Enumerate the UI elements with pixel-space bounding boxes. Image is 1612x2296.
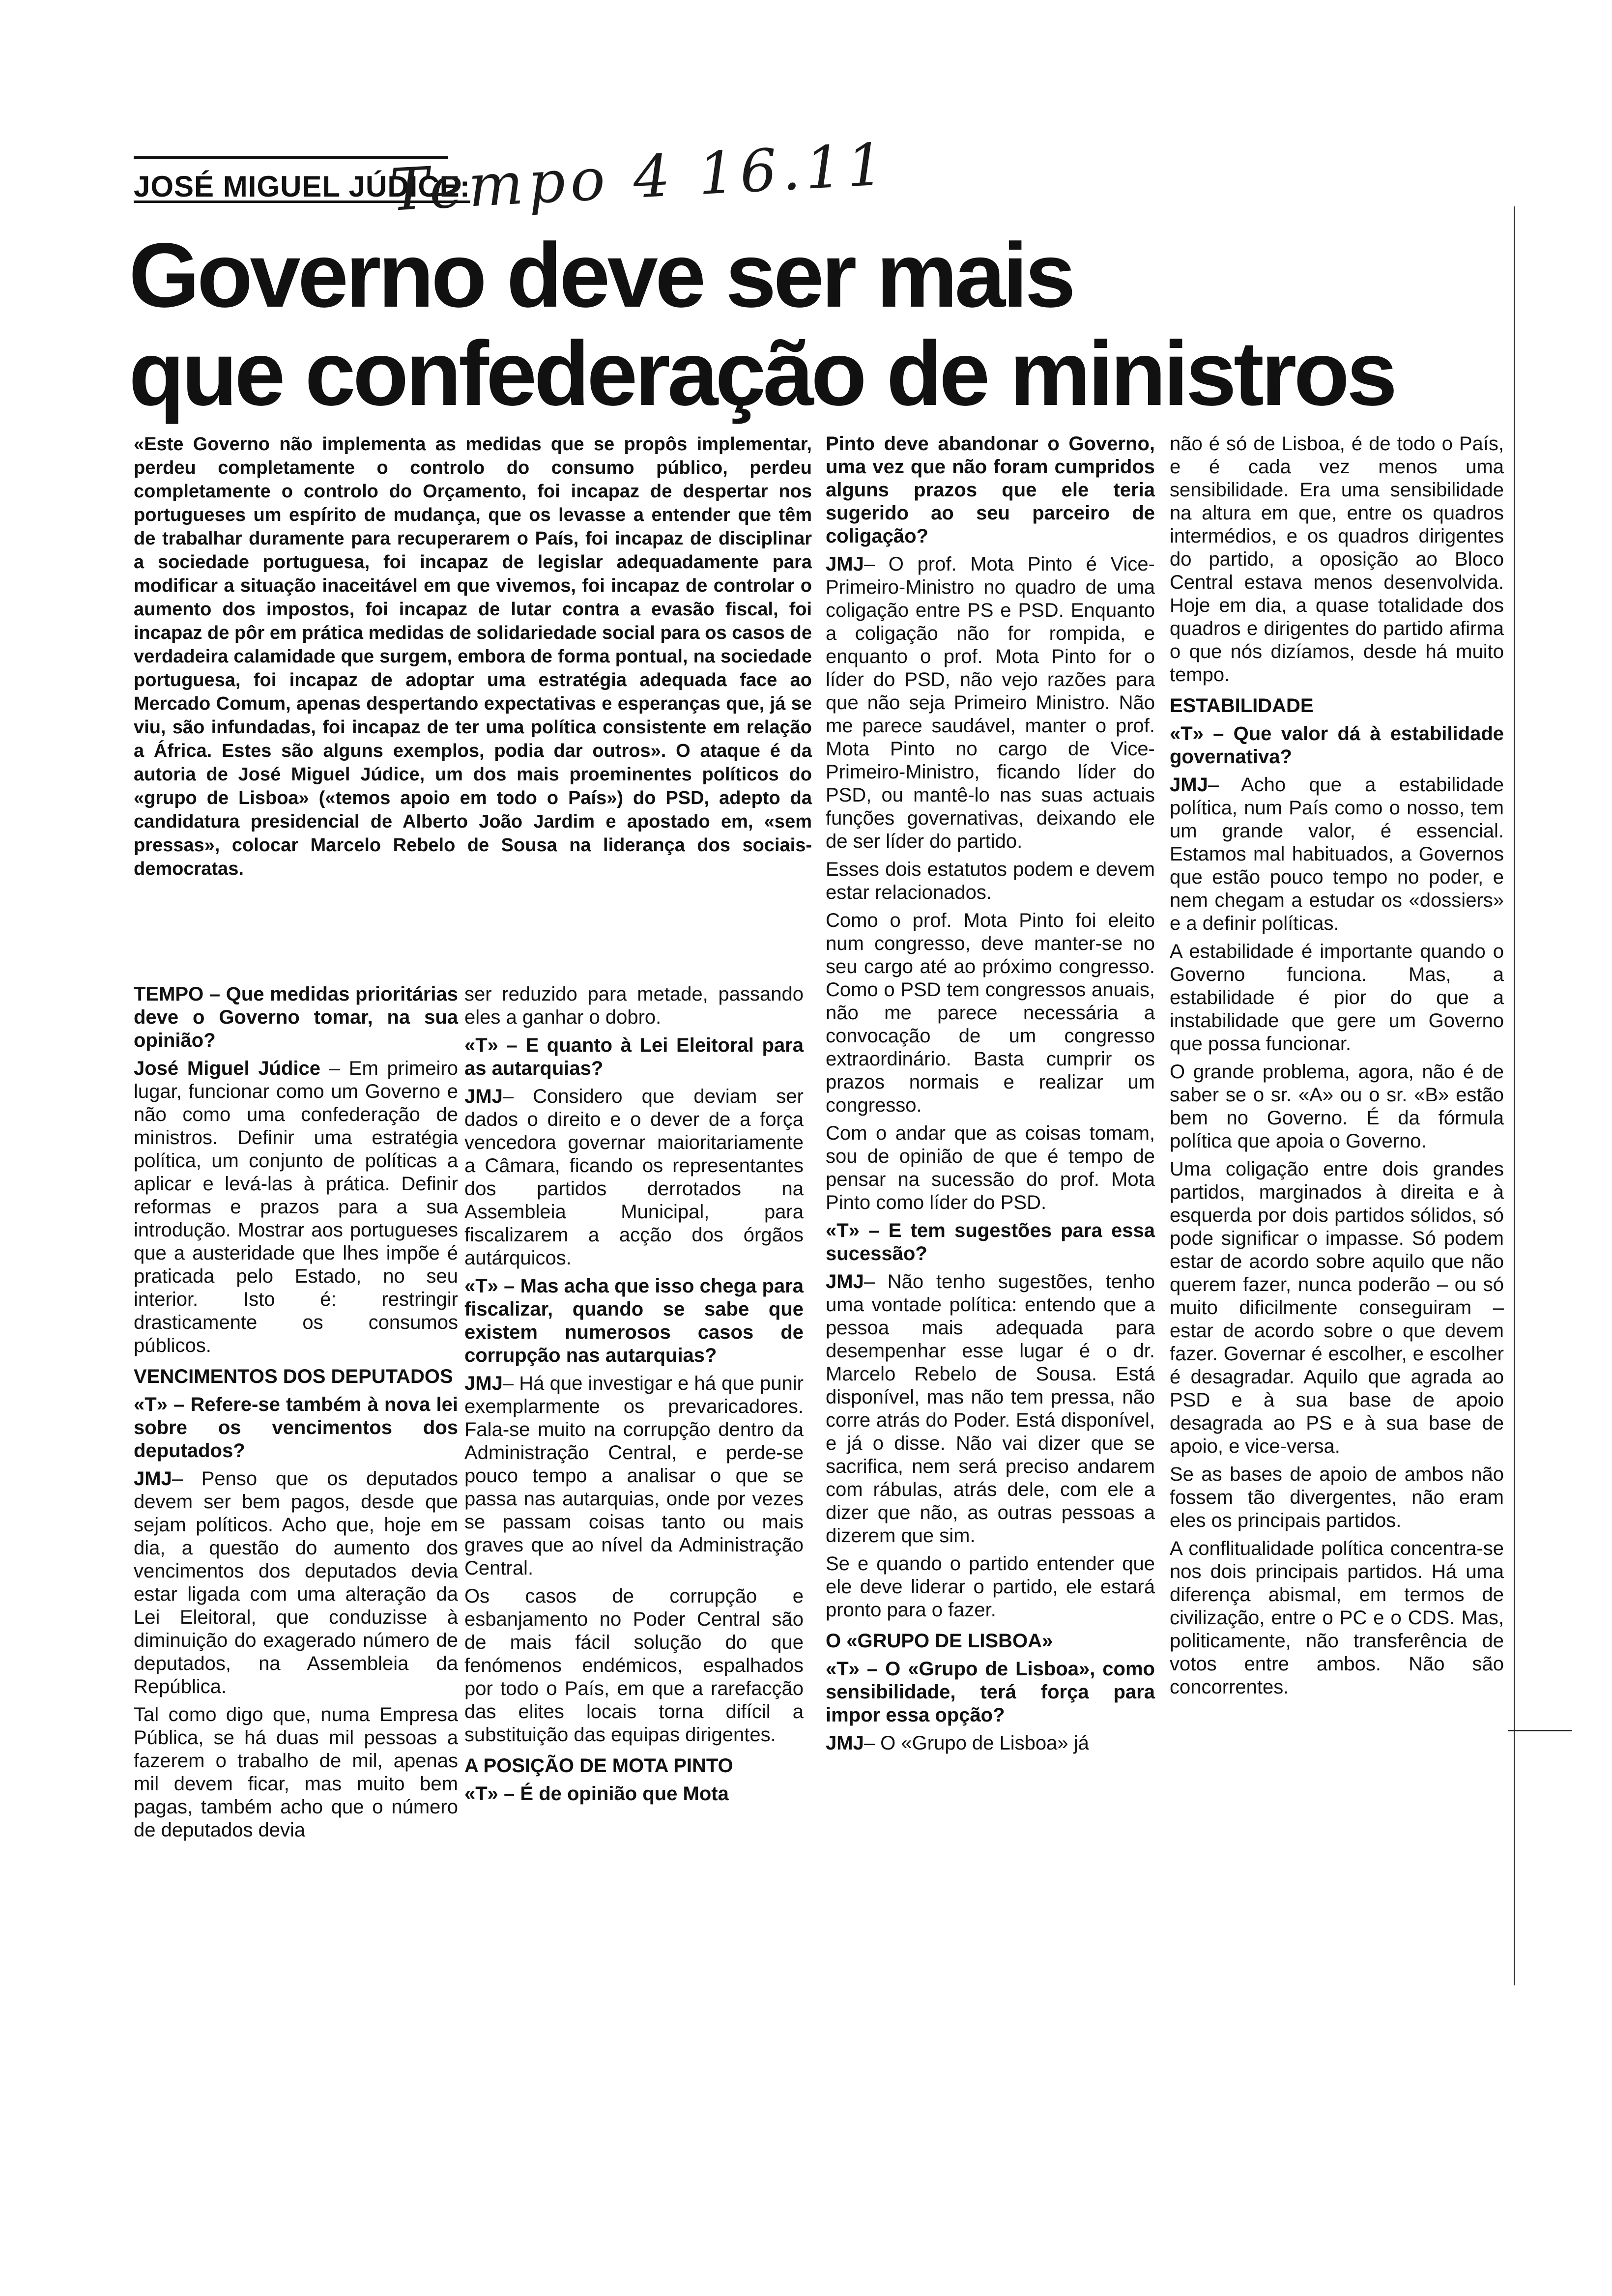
subheading: VENCIMENTOS DOS DEPUTADOS	[134, 1366, 453, 1387]
answer	[1170, 774, 1504, 935]
question: «T» – O «Grupo de Lisboa», como sensibilidade, terá força para impor essa opção?	[826, 1658, 1155, 1726]
speaker: JMJ	[464, 1373, 503, 1394]
stray-mark	[1508, 1730, 1572, 1731]
answer-text: – Acho que a estabilidade política, num País como o nosso, tem um grande valor, é essencial. Estamos mal habituados, a Governos que estão pouco tempo no poder, e nem chegam a estudar os «dossiers» e a definir políticas.	[1170, 774, 1504, 934]
paragraph: Como o prof. Mota Pinto foi eleito num congresso, deve manter-se no seu cargo até ao próximo congresso. Como o PSD tem congressos anuais, não me parece necessária a convocação de um congresso extraordinário. Basta cumprir os prazos normais e realizar um congresso.	[826, 910, 1155, 1116]
answer	[826, 553, 1155, 853]
answer	[826, 1270, 1155, 1548]
speaker: JMJ	[826, 1271, 864, 1292]
handwritten-note: Tempo 4 16.11	[388, 130, 891, 224]
column-4	[1170, 432, 1504, 1704]
column-1	[134, 983, 458, 1847]
answer-text: – Penso que os deputados devem ser bem pagos, desde que sejam políticos. Acho que, hoje em dia, a questão do aumento dos vencimentos dos deputados devia estar ligada com uma alteração da Lei Eleitoral, que conduzisse à diminuição do exagerado número de deputados, na Assembleia da República.	[134, 1468, 458, 1697]
question: Pinto deve abandonar o Governo, uma vez que não foram cumpridos alguns prazos que ele teria sugerido ao seu parceiro de coligação?	[826, 433, 1155, 547]
answer	[826, 1732, 1155, 1755]
lead-paragraph: «Este Governo não implementa as medidas que se propôs implementar, perdeu completamente o controlo do consumo público, perdeu completamente o controlo do Orçamento, foi incapaz de despertar nos portugueses um espírito de mudança, que os levasse a entender que têm de trabalhar duramente para recuperarem o País, foi incapaz de disciplinar a sociedade portuguesa, foi incapaz de legislar adequadamente para modificar a situação inaceitável em que vivemos, foi incapaz de controlar o aumento dos impostos, foi incapaz de lutar contra a evasão fiscal, foi incapaz de pôr em prática medidas de solidariedade social para os casos de verdadeira calamidade que surgem, embora de forma pontual, na sociedade portuguesa, foi incapaz de adoptar uma estratégia adequada face ao Mercado Comum, apenas despertando expectativas e esperanças que, já se viu, são infundadas, foi incapaz de ter uma política consistente em relação a África. Estes são alguns exemplos, podia dar outros». O ataque é da autoria de José Miguel Júdice, um dos mais proeminentes políticos do «grupo de Lisboa» («temos apoio em todo o País») do PSD, adepto da candidatura presidencial de Alberto João Jardim e apostado em, «sem pressas», colocar Marcelo Rebelo de Sousa na liderança dos sociais-democratas.	[134, 434, 812, 879]
question: «T» – Mas acha que isso chega para fiscalizar, quando se sabe que existem numerosos casos de corrupção nas autarquias?	[464, 1275, 804, 1366]
speaker: José Miguel Júdice	[134, 1058, 321, 1079]
speaker: JMJ	[134, 1468, 172, 1490]
column-3	[826, 432, 1155, 1760]
answer-text: – O «Grupo de Lisboa» já	[864, 1732, 1089, 1754]
answer-text: – Não tenho sugestões, tenho uma vontade política: entendo que a pessoa mais adequada para desempenhar esse lugar é o dr. Marcelo Rebelo de Sousa. Está disponível, mas não tem pressa, não corre atrás do Poder. Está disponível, e já o disse. Não vai dizer que se sacrifica, nem será preciso andarem com rábulas, atrás dele, com ele a dizer que não, as outras pessoas a dizerem que sim.	[826, 1271, 1155, 1547]
paragraph: O grande problema, agora, não é de saber se o sr. «A» ou o sr. «B» estão bem no Governo. É da fórmula política que apoia o Governo.	[1170, 1061, 1504, 1152]
answer	[134, 1057, 458, 1357]
speaker: JMJ	[826, 1732, 864, 1754]
speaker: JMJ	[826, 553, 864, 575]
question: «T» – É de opinião que Mota	[464, 1783, 729, 1805]
paragraph: Se as bases de apoio de ambos não fossem tão divergentes, não eram eles os principais partidos.	[1170, 1464, 1504, 1531]
paragraph: A conflitualidade política concentra-se nos dois principais partidos. Há uma diferença abismal, em termos de civilização, entre o PC e o CDS. Mas, politicamente, não transferência de votos entre ambos. Não são concorrentes.	[1170, 1538, 1504, 1698]
speaker: JMJ	[1170, 774, 1208, 796]
paragraph: A estabilidade é importante quando o Governo funciona. Mas, a estabilidade é pior do que a instabilidade que gere um Governo que possa funcionar.	[1170, 941, 1504, 1055]
question: «T» – Que valor dá à estabilidade governativa?	[1170, 723, 1504, 768]
answer-text: – O prof. Mota Pinto é Vice-Primeiro-Ministro no quadro de uma coligação entre PS e PSD. Enquanto a coligação não for rompida, e enquanto o prof. Mota Pinto for o líder do PSD, não vejo razões para que não seja Primeiro Ministro. Não me parece saudável, manter o prof. Mota Pinto no cargo de Vice-Primeiro-Ministro, ficando líder do PSD, ou mantê-lo nas suas actuais funções governativas, deixando ele de ser líder do partido.	[826, 553, 1155, 852]
subheading: A POSIÇÃO DE MOTA PINTO	[464, 1755, 733, 1777]
question: «T» – E tem sugestões para essa sucessão?	[826, 1220, 1155, 1264]
paragraph: Se e quando o partido entender que ele deve liderar o partido, ele estará pronto para o fazer.	[826, 1553, 1155, 1621]
column-2	[464, 983, 804, 1810]
headline-line-2: que confederação de ministros	[129, 323, 1395, 425]
subheading: ESTABILIDADE	[1170, 695, 1314, 717]
paragraph: Com o andar que as coisas tomam, sou de opinião de que é tempo de pensar na sucessão do prof. Mota Pinto como líder do PSD.	[826, 1122, 1155, 1213]
paragraph: Os casos de corrupção e esbanjamento no Poder Central são de mais fácil solução do que fenómenos endémicos, espalhados por todo o País, em que a rarefacção das elites locais torna difícil a substituição das equipas dirigentes.	[464, 1585, 804, 1746]
speaker: JMJ	[464, 1086, 503, 1107]
paragraph: Tal como digo que, numa Empresa Pública, se há duas mil pessoas a fazerem o trabalho de mil, apenas mil devem ficar, mas muito bem pagas, também acho que o número de deputados devia	[134, 1704, 458, 1841]
subheading: O «GRUPO DE LISBOA»	[826, 1630, 1053, 1652]
kicker: JOSÉ MIGUEL JÚDICE:	[134, 170, 470, 203]
paragraph: não é só de Lisboa, é de todo o País, e é cada vez menos uma sensibilidade. Era uma sensibilidade na altura em que, entre os quadros intermédios, e os quadros dirigentes do partido, a oposição ao Bloco Central estava menos desenvolvida. Hoje em dia, a quase totalidade dos quadros e dirigentes do partido afirma o que nós dizíamos, desde há muito tempo.	[1170, 433, 1504, 686]
question: «T» – Refere-se também à nova lei sobre os vencimentos dos deputados?	[134, 1394, 458, 1462]
paragraph: ser reduzido para metade, passando eles a ganhar o dobro.	[464, 983, 804, 1028]
answer	[464, 1085, 804, 1270]
answer	[464, 1372, 804, 1580]
paragraph: Uma coligação entre dois grandes partidos, marginados à direita e à esquerda por dois partidos sólidos, só pode significar o impasse. Só podem estar de acordo sobre aquilo que não querem fazer, nunca poderão – ou só muito dificilmente conseguiram – estar de acordo sobre o que devem fazer. Governar é escolher, e escolher é desagradar. Aquilo que agrada ao PSD e à sua base de apoio desagrada ao PS e à sua base de apoio, e vice-versa.	[1170, 1158, 1504, 1457]
paragraph: Esses dois estatutos podem e devem estar relacionados.	[826, 859, 1155, 903]
headline-line-1: Governo deve ser mais	[129, 225, 1073, 326]
question: TEMPO – Que medidas prioritárias deve o Governo tomar, na sua opinião?	[134, 983, 458, 1051]
answer-text: – Em primeiro lugar, funcionar como um Governo e não como uma confederação de ministros. Definir uma estratégia política, um conjunto de políticas a aplicar e levá-las à prática. Definir reformas e prazos para a sua introdução. Mostrar aos portugueses que a austeridade que lhes impõe é praticada pelo Estado, no seu interior. Isto é: restringir drasticamente os consumos públicos.	[134, 1058, 458, 1356]
answer	[134, 1467, 458, 1698]
question: «T» – E quanto à Lei Eleitoral para as autarquias?	[464, 1034, 804, 1079]
clipping-edge	[1514, 206, 1515, 1985]
answer-text: – Há que investigar e há que punir exemplarmente os prevaricadores. Fala-se muito na corrupção dentro da Administração Central, e perde-se pouco tempo a analisar o que se passa nas autarquias, onde por vezes se passam coisas tanto ou mais graves que ao nível da Administração Central.	[464, 1373, 804, 1579]
answer-text: – Considero que deviam ser dados o direito e o dever de a força vencedora governar maioritariamente a Câmara, ficando os representantes dos partidos derrotados na Assembleia Municipal, para fiscalizarem a acção dos órgãos autárquicos.	[464, 1086, 804, 1269]
